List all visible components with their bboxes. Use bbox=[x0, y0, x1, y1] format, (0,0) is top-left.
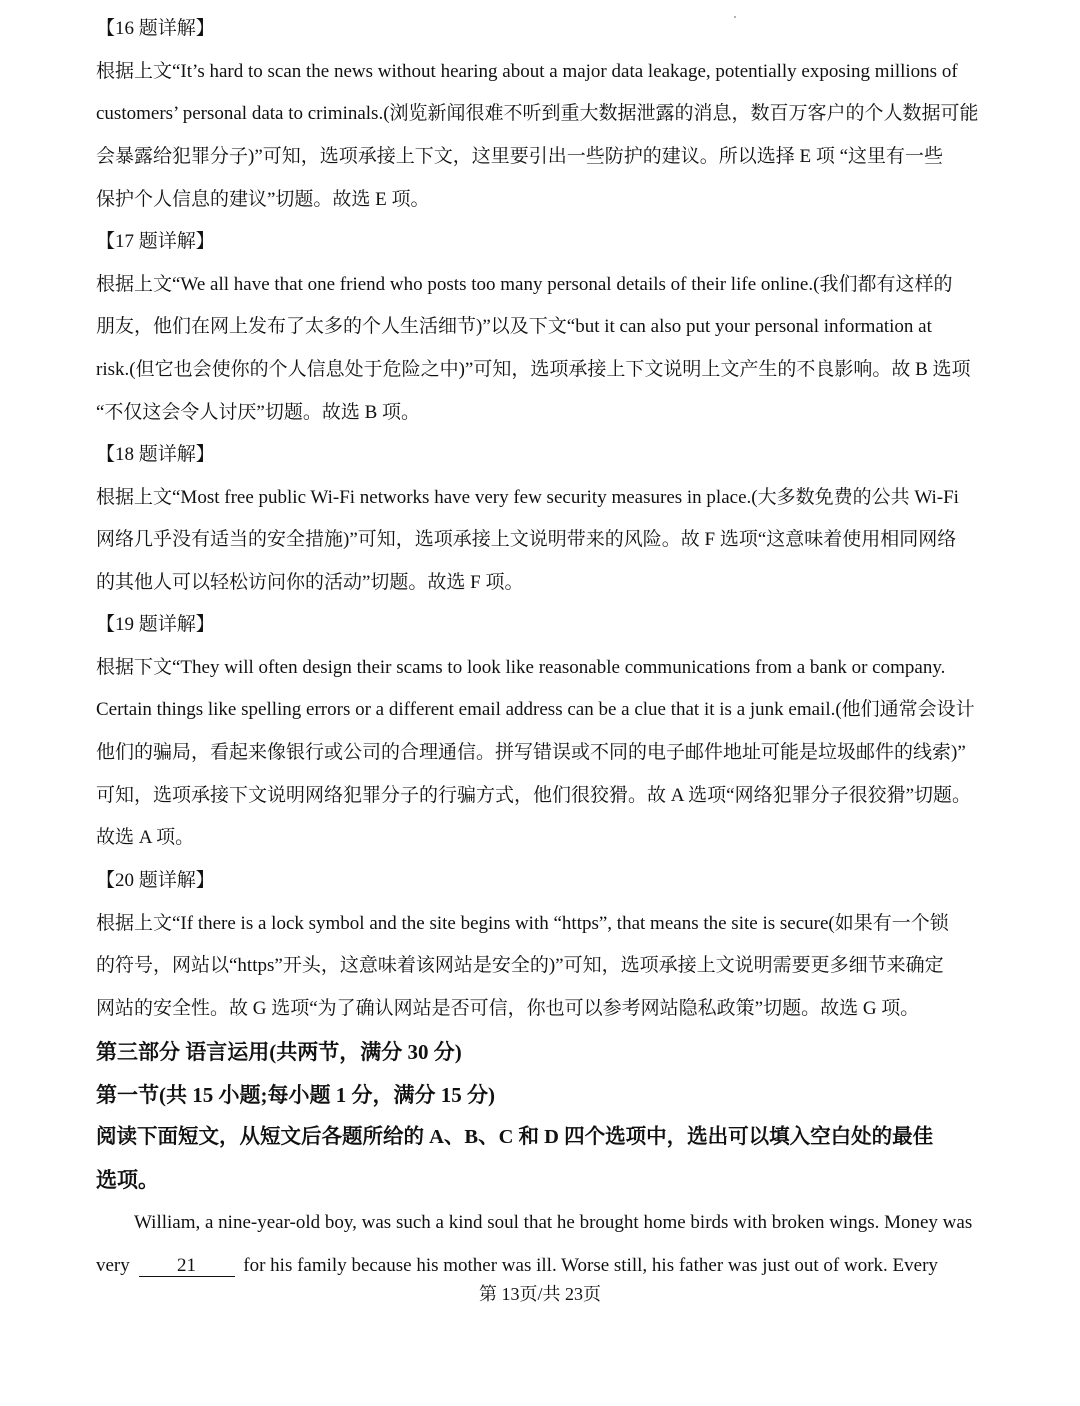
q20-line-3: 网站的安全性。故 G 选项“为了确认网站是否可信，你也可以参考网站隐私政策”切题。故选 G 项。 bbox=[96, 998, 920, 1020]
q16-line-3: 会暴露给犯罪分子)”可知，选项承接上下文，这里要引出一些防护的建议。所以选择 E 项 “这里有一些 bbox=[96, 146, 944, 168]
part3-heading: 第三部分 语言运用(共两节，满分 30 分) bbox=[96, 1040, 462, 1064]
q19-line-2: Certain things like spelling errors or a different email address can be a clue that it is a junk email.(他们通常会设计 bbox=[96, 699, 975, 721]
q16-line-4: 保护个人信息的建议”切题。故选 E 项。 bbox=[96, 188, 430, 210]
q19-line-3: 他们的骗局，看起来像银行或公司的合理通信。拼写错误或不同的电子邮件地址可能是垃圾邮件的线索)” bbox=[96, 742, 966, 764]
q17-line-1: 根据上文“We all have that one friend who posts too many personal details of their life online.(我们都有这样的 bbox=[96, 273, 953, 295]
q19-line-5: 故选 A 项。 bbox=[96, 827, 195, 849]
q18-heading: 【18 题详解】 bbox=[96, 444, 215, 465]
q16-heading: 【16 题详解】 bbox=[96, 18, 215, 39]
q18-section bbox=[96, 434, 988, 605]
q19-section bbox=[96, 604, 988, 860]
q16-section bbox=[96, 8, 988, 221]
q18-line-2: 网络几乎没有适当的安全措施)”可知，选项承接上文说明带来的风险。故 F 选项“这意味着使用相同网络 bbox=[96, 529, 957, 551]
q19-line-1: 根据下文“They will often design their scams to look like reasonable communications from a bank or company. bbox=[96, 656, 946, 678]
q18-line-3: 的其他人可以轻松访问你的活动”切题。故选 F 项。 bbox=[96, 572, 524, 594]
q17-line-2: 朋友，他们在网上发布了太多的个人生活细节)”以及下文“but it can also put your personal information at bbox=[96, 316, 932, 338]
page-footer: 第 13页/共 23页 bbox=[478, 1284, 601, 1304]
q18-line-1: 根据上文“Most free public Wi-Fi networks have very few security measures in place.(大多数免费的公共 Wi-Fi bbox=[96, 486, 959, 508]
instruction-line-1: 阅读下面短文，从短文后各题所给的 A、B、C 和 D 四个选项中，选出可以填入空白处的最佳 bbox=[96, 1126, 934, 1148]
passage-line-2-start: very bbox=[96, 1254, 130, 1276]
q19-heading: 【19 题详解】 bbox=[96, 614, 215, 635]
instruction-line-2: 选项。 bbox=[96, 1167, 159, 1192]
q20-line-2: 的符号，网站以“https”开头，这意味着该网站是安全的)”可知，选项承接上文说明需要更多细节来确定 bbox=[96, 955, 944, 977]
section1-heading: 第一节(共 15 小题;每小题 1 分，满分 15 分) bbox=[96, 1082, 495, 1107]
passage bbox=[96, 1202, 988, 1287]
q20-heading: 【20 题详解】 bbox=[96, 870, 215, 891]
passage-line-1: William, a nine-year-old boy, was such a kind soul that he brought home birds with broken wings. Money was bbox=[134, 1212, 973, 1233]
q17-line-4: “不仅这会令人讨厌”切题。故选 B 项。 bbox=[96, 401, 421, 423]
q16-line-2: customers’ personal data to criminals.(浏览新闻很难不听到重大数据泄露的消息，数百万客户的个人数据可能 bbox=[96, 103, 979, 125]
passage-line-2-end: for his family because his mother was ill. Worse still, his father was just out of work. Every bbox=[243, 1254, 938, 1276]
q17-line-3: risk.(但它也会使你的个人信息处于危险之中)”可知，选项承接上下文说明上文产生的不良影响。故 B 选项 bbox=[96, 359, 971, 381]
q20-line-1: 根据上文“If there is a lock symbol and the site begins with “https”, that means the site is secure(如果有一个锁 bbox=[96, 912, 949, 934]
q17-heading: 【17 题详解】 bbox=[96, 231, 215, 252]
part3-section bbox=[96, 1031, 988, 1201]
blank-21: 21 bbox=[139, 1256, 235, 1277]
q20-section bbox=[96, 860, 988, 1031]
q19-line-4: 可知，选项承接下文说明网络犯罪分子的行骗方式，他们很狡猾。故 A 选项“网络犯罪分子很狡猾”切题。 bbox=[96, 784, 972, 806]
q16-line-1: 根据上文“It’s hard to scan the news without hearing about a major data leakage, potentially exposing millions of bbox=[96, 60, 958, 82]
q17-section bbox=[96, 221, 988, 434]
